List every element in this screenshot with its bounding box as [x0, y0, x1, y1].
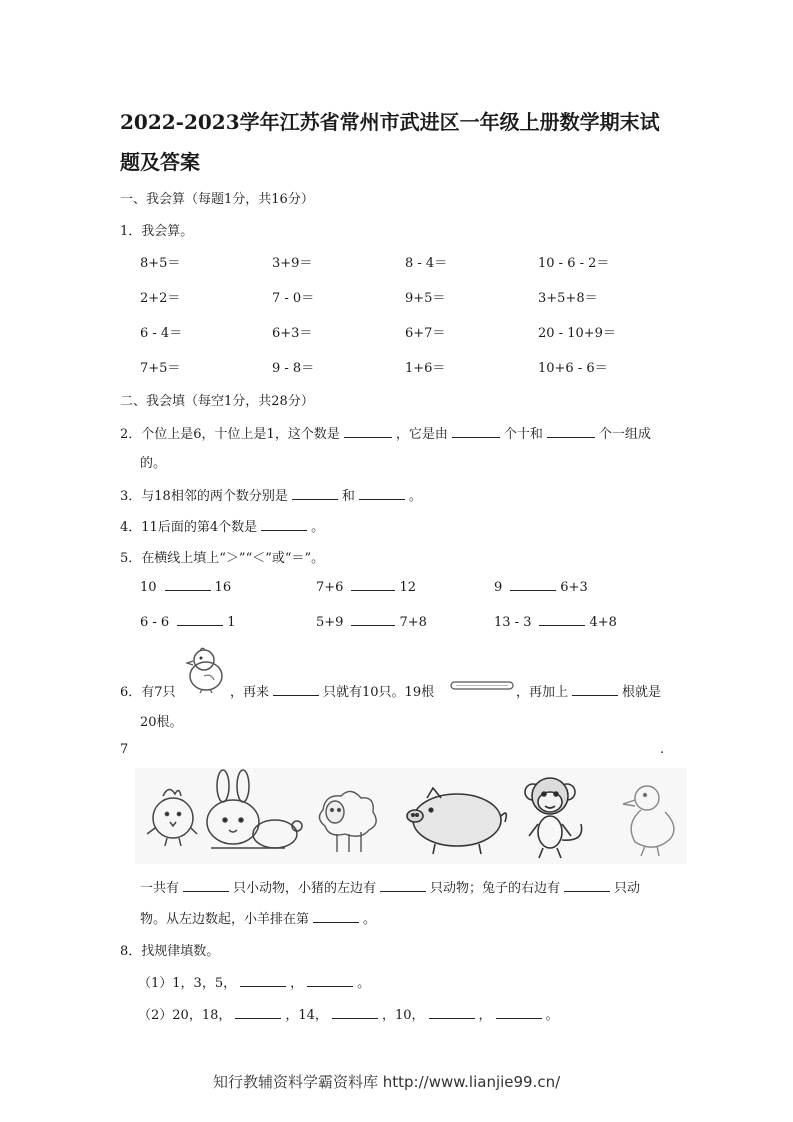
- answer-blank[interactable]: [496, 1017, 542, 1019]
- question-4: 4．11后面的第4个数是 。: [120, 520, 325, 535]
- calc-item: 6+7＝: [405, 326, 446, 341]
- calc-item: 10 - 6 - 2＝: [538, 256, 610, 271]
- question-6-continued: ，再加上 根就是: [516, 685, 662, 700]
- calc-item: 9+5＝: [405, 291, 446, 306]
- compare-item: 5+9 7+8: [316, 615, 427, 630]
- question-8-part1: （1）1，3，5， ， 。: [138, 976, 371, 991]
- answer-blank[interactable]: [351, 589, 395, 591]
- section2-heading: 二、我会填（每空1分，共28分）: [120, 394, 314, 409]
- calc-item: 1+6＝: [405, 361, 446, 376]
- question-2-continued: 的。: [140, 456, 167, 471]
- calc-item: 3+5+8＝: [538, 291, 598, 306]
- compare-item: 9 6+3: [494, 580, 588, 595]
- calc-item: 7+5＝: [140, 361, 181, 376]
- compare-item: 13 - 3 4+8: [494, 615, 617, 630]
- footer-watermark: 知行教辅资料学霸资料库 http://www.lianjie99.cn/: [213, 1073, 561, 1091]
- compare-item: 6 - 6 1: [140, 615, 236, 630]
- answer-blank[interactable]: [235, 1017, 281, 1019]
- compare-item: 7+6 12: [316, 580, 416, 595]
- calc-item: 3+9＝: [272, 256, 313, 271]
- answer-blank[interactable]: [165, 589, 211, 591]
- answer-blank[interactable]: [183, 890, 229, 892]
- answer-blank[interactable]: [380, 890, 426, 892]
- answer-blank[interactable]: [359, 498, 405, 500]
- answer-blank[interactable]: [452, 436, 500, 438]
- animals-illustration: [135, 768, 687, 864]
- answer-blank[interactable]: [564, 890, 610, 892]
- page-title-continued: 题及答案: [120, 150, 200, 174]
- calc-item: 10+6 - 6＝: [538, 361, 608, 376]
- answer-blank[interactable]: [177, 624, 223, 626]
- answer-blank[interactable]: [273, 694, 319, 696]
- calc-item: 6 - 4＝: [140, 326, 183, 341]
- answer-blank[interactable]: [292, 498, 338, 500]
- answer-blank[interactable]: [572, 694, 618, 696]
- question-7-line1: 一共有 只小动物，小猪的左边有 只动物；兔子的右边有 只动: [140, 881, 641, 896]
- answer-blank[interactable]: [510, 589, 556, 591]
- question-8-part2: （2）20，18， ，14， ，10， ， 。: [138, 1008, 559, 1023]
- compare-item: 10 16: [140, 580, 232, 595]
- answer-blank[interactable]: [344, 436, 392, 438]
- chick-icon: [184, 646, 230, 694]
- answer-blank[interactable]: [332, 1017, 378, 1019]
- question-6-continued: ，再来 只就有10只。19根: [230, 685, 435, 700]
- question-7-line2: 物。从左边数起，小羊排在第 。: [140, 912, 377, 927]
- calc-item: 7 - 0＝: [272, 291, 315, 306]
- answer-blank[interactable]: [240, 985, 286, 987]
- question-7-dot: .: [660, 742, 665, 757]
- page-title: 2022-2023学年江苏省常州市武进区一年级上册数学期末试: [120, 110, 660, 134]
- question-1: 1．我会算。: [120, 224, 194, 239]
- answer-blank[interactable]: [429, 1017, 475, 1019]
- question-7-number: 7: [120, 742, 129, 757]
- answer-blank[interactable]: [307, 985, 353, 987]
- question-5: 5．在横线上填上“＞”“＜”或“＝”。: [120, 551, 325, 566]
- calc-item: 20 - 10+9＝: [538, 326, 616, 341]
- calc-item: 8+5＝: [140, 256, 181, 271]
- question-6: 6．有7只: [120, 685, 176, 700]
- calc-item: 9 - 8＝: [272, 361, 315, 376]
- question-8: 8．找规律填数。: [120, 944, 220, 959]
- calc-item: 6+3＝: [272, 326, 313, 341]
- answer-blank[interactable]: [547, 436, 595, 438]
- question-2: 2．个位上是6，十位上是1，这个数是 ，它是由 个十和 个一组成: [120, 427, 651, 442]
- question-6-end: 20根。: [140, 715, 183, 730]
- stick-icon: [450, 680, 516, 692]
- answer-blank[interactable]: [261, 529, 307, 531]
- section1-heading: 一、我会算（每题1分，共16分）: [120, 192, 314, 207]
- calc-item: 8 - 4＝: [405, 256, 448, 271]
- answer-blank[interactable]: [351, 624, 395, 626]
- question-3: 3．与18相邻的两个数分别是 和 。: [120, 489, 422, 504]
- answer-blank[interactable]: [539, 624, 585, 626]
- answer-blank[interactable]: [313, 921, 359, 923]
- calc-item: 2+2＝: [140, 291, 181, 306]
